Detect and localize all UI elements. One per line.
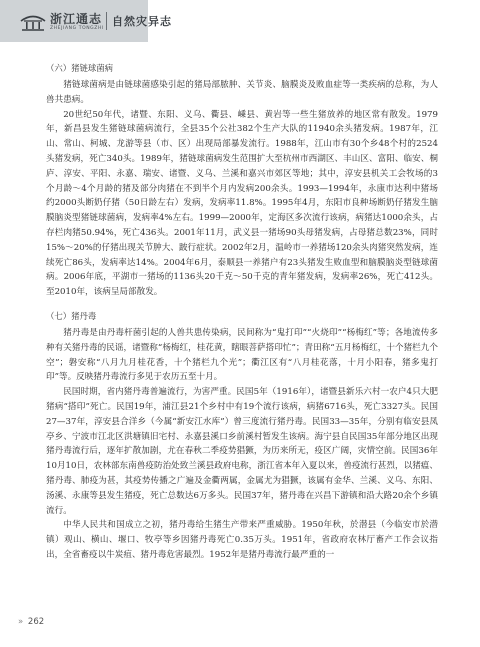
paragraph: 猪丹毒是由丹毒杆菌引起的人兽共患传染病，民间称为“鬼打印”“火烧印”“杨梅红”等；各地流传多种有关猪丹毒的民谣，诸暨称“杨梅红，桂花黄，瞎眼菩萨搭印忙”；青田称“五月杨梅红，十个猪栏九个空”；磐安称“八月九月桂花香，十个猪栏九个光”；衢江区有“八月桂花落，十月小阳春，猪多鬼打印”等。反映猪丹毒流行多见于农历五至十月。 [46, 327, 438, 383]
paragraph: 中华人民共和国成立之初，猪丹毒给生猪生产带来严重威胁。1950年秋，於潜县（今临安市於潜镇）观山、横山、堰口、牧亭等乡因猪丹毒死亡0.35万头。1951年，省政府农林厅畜产工作会议指出，全省畜疫以牛炭疽、猪丹毒危害最烈。1952年是猪丹毒流行最严重的一 [46, 520, 438, 560]
paragraph: 民国时期，省内猪丹毒普遍流行，为害严重。民国5年（1916年），诸暨县新乐六村一农户4只大肥猪病“搭印”死亡。民国19年，浦江县21个乡村中有19个流行该病，病猪6716头，死亡3327头。民国27—37年，淳安县合洋乡（今属“新安江水库”）曾三度流行猪丹毒。民国33—35年，分别有临安县凤亭乡、宁波市江北区洪塘镇旧宅村、永嘉县溪口乡前溪村暂发生该病。海宁县自民国35年部分地区出现猪丹毒流行后，逐年扩散加剧，尤在春秋二季疫势猖獗，为历来所无，疫区广阔，灾情空前。民国36年10月10日，农林部东南兽疫防治处致兰溪县政府电称，浙江省本年入夏以来，兽疫流行甚烈，以猪瘟、猪丹毒、肺疫为甚，其疫势传播之广遍及金衢两属，金属尤为猖獗，该属有金华、兰溪、义乌、东阳、汤溪、永康等县发生猪疫，死亡总数达6万多头。民国37年，猪丹毒在兴昌下游镇和沿大路20余个乡镇流行。 [46, 387, 438, 516]
header-divider [106, 12, 107, 30]
book-title: 自然灾异志 [112, 15, 172, 28]
section-title: （七）猪丹毒 [46, 310, 97, 321]
page-header [0, 0, 480, 42]
section-title: （六）猪链球菌病 [46, 63, 113, 73]
page-body [46, 62, 438, 563]
logo-title-en: ZHEJIANG TONGZHI [50, 25, 104, 31]
logo-text [50, 13, 104, 32]
pavilion-logo-icon [20, 12, 46, 32]
page-footer [18, 617, 44, 627]
logo-title-cn: 浙江通志 [50, 11, 103, 26]
paragraph: 猪链球菌病是由链球菌感染引起的猪局部脓肿、关节炎、脑膜炎及败血症等一类疾病的总称，为人兽共患病。 [46, 80, 438, 105]
page-number: 262 [27, 617, 45, 627]
paragraph: 20世纪50年代，诸暨、东阳、义乌、衢县、嵊县、黄岩等一些生猪放养的地区常有散发。1979年，新昌县发生猪链球菌病流行，全县35个公社382个生产大队的11940余头猪发病。1987年，江山、常山、柯城、龙游等县（市、区）出现局部暴发流行。1988年，江山市有30个乡48个村的2524头猪发病，死亡340头。1989年，猪链球菌病发生范围扩大至杭州市西湖区、丰山区、富阳、临安、桐庐、淳安、平阳、永嘉、瑞安、诸暨、义乌、兰溪和嘉兴市郊区等地；其中，淳安县机关工会牧场的3个月龄～4个月龄的猪及部分肉猪在不到半个月内发病200余头。1993—1994年，永康市达利中猪场约2000头断奶仔猪（50日龄左右）发病，发病率11.8%。1995年4月，东阳市良种场断奶仔猪发生脑膜脑炎型猪链球菌病，发病率4%左右。1999—2000年，定海区多次流行该病，病猪达1000余头，占存栏肉猪50.94%，死亡436头。2001年11月，武义县一猪场90头母猪发病，占母猪总数23%，同时15%～20%的仔猪出现关节肿大、跛行症状。2002年2月，温岭市一养猪场120余头肉猪突然发病，连续死亡86头，发病率达14%。2004年6月，泰顺县一养猪户有23头猪发生败血型和脑膜脑炎型链球菌病。2006年底，平湖市一猪场的1136头20千克～50千克的青年猪发病，发病率26%，死亡412头。至2010年，该病呈局部散发。 [46, 109, 438, 298]
footer-arrows: » [18, 617, 24, 627]
